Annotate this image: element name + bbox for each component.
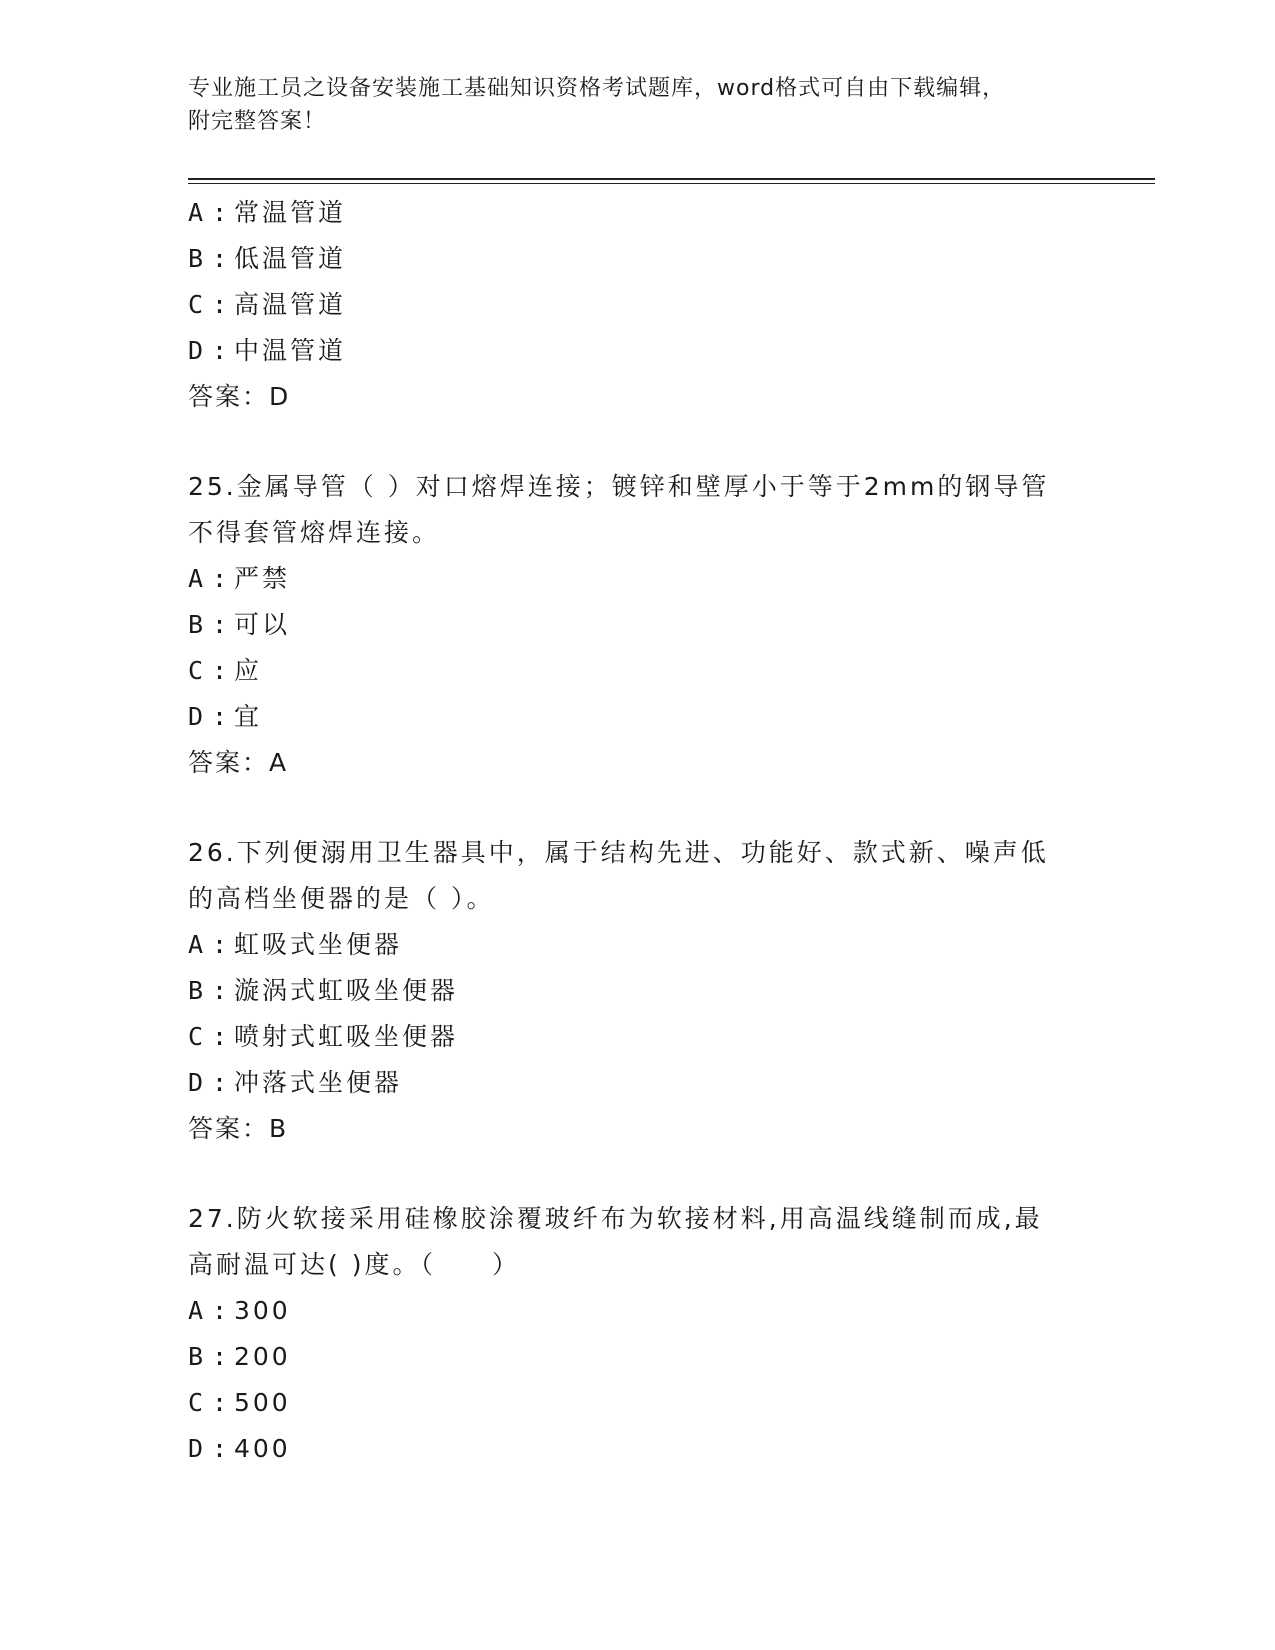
document-header <box>188 72 1068 138</box>
question-block-25 <box>188 464 1088 786</box>
option-c: C : 喷射式虹吸坐便器 <box>188 1022 459 1051</box>
option-b: B : 200 <box>188 1342 291 1371</box>
option-a: A : 常温管道 <box>188 198 347 227</box>
header-divider-thick <box>188 178 1155 180</box>
question-block-27 <box>188 1196 1088 1472</box>
answer-line: 答案：B <box>188 1114 289 1143</box>
header-line-1: 专业施工员之设备安装施工基础知识资格考试题库，word格式可自由下载编辑， <box>188 76 1006 101</box>
option-d: D : 400 <box>188 1434 291 1463</box>
question-block-prev <box>188 190 1088 420</box>
option-c: C : 应 <box>188 656 263 685</box>
option-c: C : 500 <box>188 1388 291 1417</box>
question-text: 27.防火软接采用硅橡胶涂覆玻纤布为软接材料,用高温线缝制而成,最 高耐温可达( )度。（ ） <box>188 1204 1043 1279</box>
option-a: A : 300 <box>188 1296 291 1325</box>
header-divider-thin <box>188 183 1155 184</box>
option-d: D : 宜 <box>188 702 263 731</box>
header-line-2: 附完整答案！ <box>188 109 327 134</box>
option-a: A : 虹吸式坐便器 <box>188 930 403 959</box>
option-b: B : 漩涡式虹吸坐便器 <box>188 976 459 1005</box>
answer-line: 答案：A <box>188 748 289 777</box>
answer-line: 答案：D <box>188 382 291 411</box>
question-block-26 <box>188 830 1088 1152</box>
option-b: B : 低温管道 <box>188 244 347 273</box>
question-text: 26.下列便溺用卫生器具中，属于结构先进、功能好、款式新、噪声低 的高档坐便器的是（ ）。 <box>188 838 1049 913</box>
question-list <box>188 190 1088 1472</box>
option-d: D : 中温管道 <box>188 336 347 365</box>
option-d: D : 冲落式坐便器 <box>188 1068 403 1097</box>
option-a: A : 严禁 <box>188 564 291 593</box>
option-b: B : 可以 <box>188 610 291 639</box>
question-text: 25.金属导管（ ）对口熔焊连接；镀锌和壁厚小于等于2mm的钢导管 不得套管熔焊连接。 <box>188 472 1050 547</box>
option-c: C : 高温管道 <box>188 290 347 319</box>
